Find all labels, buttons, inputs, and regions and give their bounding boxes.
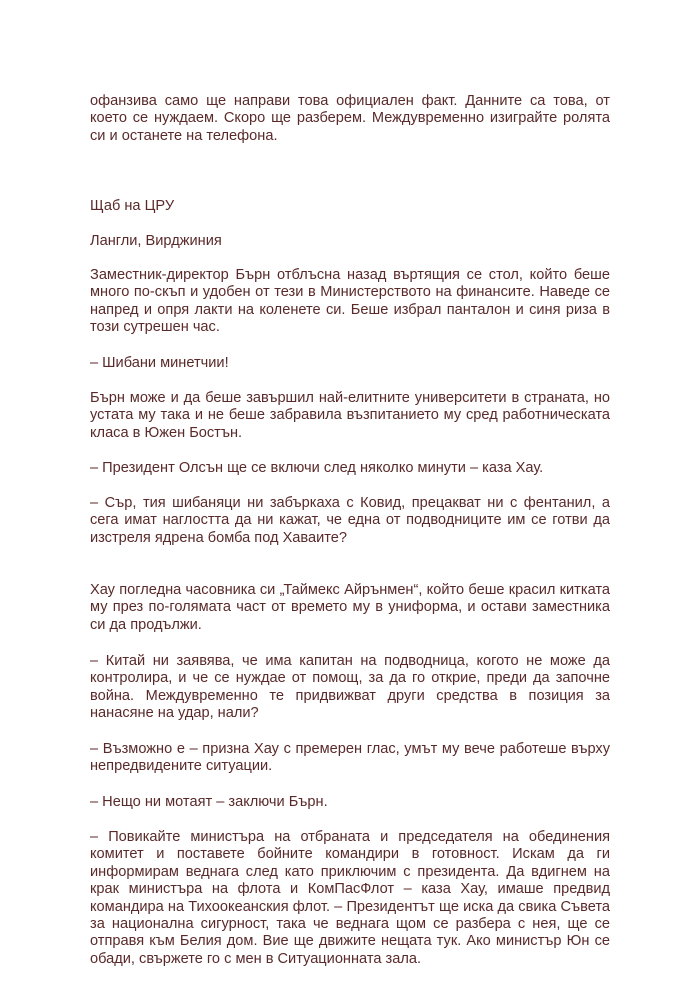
paragraph-president-joining: – Президент Олсън ще се включи след няколко минути – каза Хау.	[90, 460, 544, 476]
location-heading-langley: Лангли, Вирджиния	[90, 233, 222, 249]
paragraph-watch: Хау погледна часовника си „Таймекс Айрънмен“, който беше красил китката му през по-голямата част от времето му в униформа, и остави заместника си да продължи.	[90, 582, 610, 633]
paragraph-burn-background: Бърн може и да беше завършил най-елитните университети в страната, но устата му така и не беше забравила възпитанието му сред работническата класа в Южен Бостън.	[90, 390, 610, 441]
paragraph-possible: – Възможно е – призна Хау с премерен глас, умът му вече работеше върху непредвидените ситуации.	[90, 741, 610, 775]
paragraph-covid-fentanyl: – Сър, тия шибаняци ни забъркаха с Ковид, прецакват ни с фентанил, а сега имат наглостта да ни кажат, че една от подводниците им се готви да изстреля ядрена бомба под Хаваите?	[90, 495, 610, 546]
paragraph-conclusion: – Нещо ни мотаят – заключи Бърн.	[90, 794, 328, 810]
paragraph-china-captain: – Китай ни заявява, че има капитан на подводница, когото не може да контролира, и че се нуждае от помощ, за да го открие, преди да започне война. Междувременно те придвижват други средства в позиция за нанасяне на удар, нали?	[90, 653, 610, 722]
paragraph-exclamation: – Шибани минетчии!	[90, 355, 229, 371]
location-heading-cia: Щаб на ЦРУ	[90, 198, 175, 214]
paragraph-orders: – Повикайте министъра на отбраната и председателя на обединения комитет и поставете бойните командири в готовност. Искам да ги информирам веднага след като приключим с президента. Да вдигнем на крак министъра на флота и КомПасФлот – каза Хау, имаше предвид командира на Тихоокеанския флот. – Президентът ще иска да свика Съвета за национална сигурност, така че веднага щом се разбера с нея, ще се отправя към Белия дом. Вие ще движите нещата тук. Ако министър Юн се обади, свържете го с мен в Ситуационната зала.	[90, 829, 610, 967]
paragraph-burn-chair: Заместник-директор Бърн отблъсна назад въртящия се стол, който беше много по-скъп и удобен от тези в Министерството на финансите. Наведе се напред и опря лакти на коленете си. Беше избрал панталон и синя риза в този сутрешен час.	[90, 267, 610, 336]
paragraph-intro: офанзива само ще направи това официален факт. Данните са това, от което се нуждаем. Скоро ще разберем. Междувременно изиграйте ролята си и останете на телефона.	[90, 93, 610, 144]
